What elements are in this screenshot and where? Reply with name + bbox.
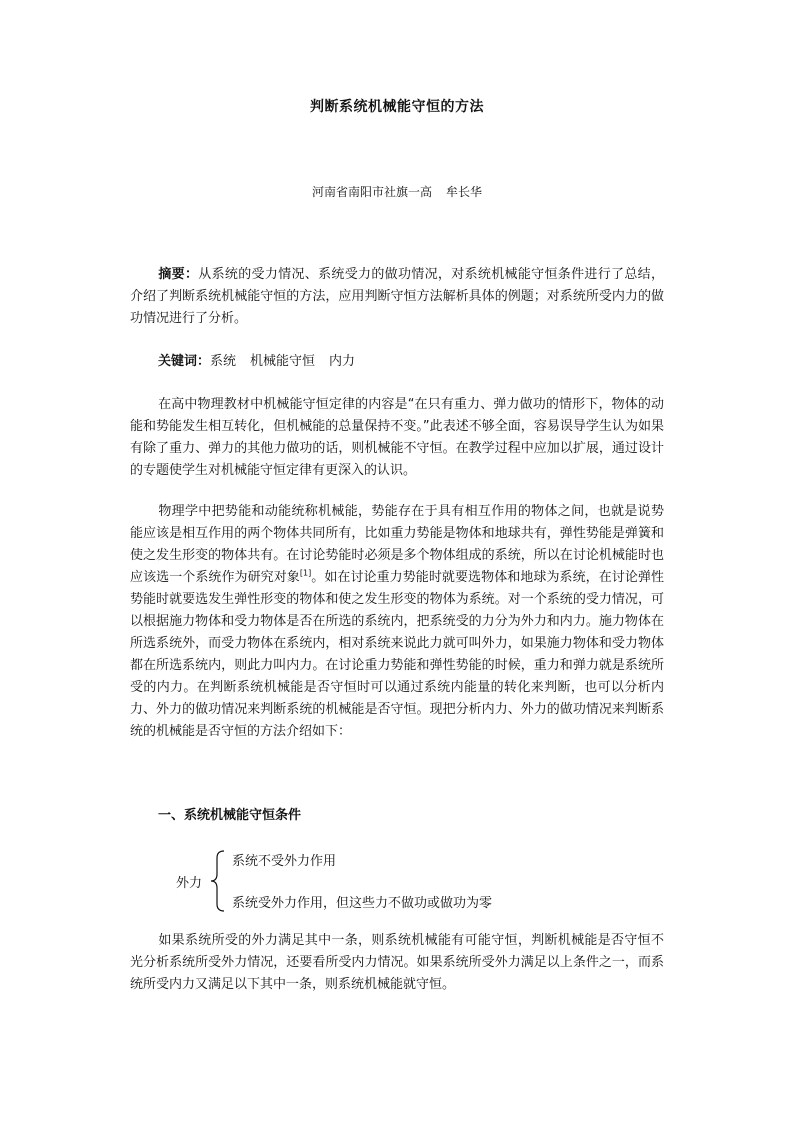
author-name: 牟长华 <box>446 185 483 199</box>
paragraph-conditions-text: 如果系统所受的外力满足其中一条，则系统机械能有可能守恒，判断机械能是否守恒不光分析系统所受外力情况，还要看所受内力情况。如果系统所受外力满足以上条件之一，而系统所受内力又满足以下其中一条，则系统机械能就守恒。 <box>130 933 664 992</box>
condition-item-1: 系统不受外力作用 <box>232 854 337 869</box>
keywords <box>130 351 664 373</box>
abstract-text: 从系统的受力情况、系统受力的做功情况，对系统机械能守恒条件进行了总结，介绍了判断系统机械能守恒的方法，应用判断守恒方法解析具体的例题；对系统所受内力的做功情况进行了分析。 <box>130 267 664 326</box>
paragraph-mechanical-energy <box>130 501 664 743</box>
abstract <box>130 264 664 330</box>
condition-brace-group <box>176 848 576 914</box>
brace-label: 外力 <box>176 876 203 891</box>
keywords-label: 关键词： <box>158 354 211 369</box>
paragraph-part-b: 。如在讨论重力势能时就要选物体和地球为系统，在讨论弹性势能时就要选发生弹性形变的物体和使之发生形变的物体为系统。对一个系统的受力情况，可以根据施力物体和受力物体是否在所选的系统内，把系统受的力分为外力和内力。施力物体在所选系统外，而受力物体在系统内，相对系统来说此力就可叫外力，如果施力物体和受力物体都在所选系统内，则此力叫内力。在讨论重力势能和弹性势能的时候，重力和弹力就是系统所受的内力。在判断系统机械能是否守恒时可以通过系统内能量的转化来判断，也可以分析内力、外力的做功情况来判断系统的机械能是否守恒。现把分析内力、外力的做功情况来判断系统的机械能是否守恒的方法介绍如下： <box>130 570 664 739</box>
section-heading: 一、系统机械能守恒条件 <box>158 808 302 823</box>
keyword-1: 系统 <box>210 354 237 369</box>
paragraph-intro <box>130 394 664 482</box>
paragraph-conditions <box>130 930 664 996</box>
keyword-3: 内力 <box>329 354 356 369</box>
condition-item-2: 系统受外力作用，但这些力不做功或做功为零 <box>232 896 493 911</box>
paragraph-intro-text: 在高中物理教材中机械能守恒定律的内容是“在只有重力、弹力做功的情形下，物体的动能和势能发生相互转化，但机械能的总量保持不变。”此表述不够全面，容易误导学生认为如果有除了重力、弹力的其他力做功的话，则机械能不守恒。在教学过程中应加以扩展，通过设计的专题使学生对机械能守恒定律有更深入的认识。 <box>130 397 664 478</box>
author-affiliation: 河南省南阳市社旗一高 <box>311 185 432 199</box>
keyword-2: 机械能守恒 <box>250 354 316 369</box>
author-line <box>0 183 794 200</box>
paragraph-part-a: 物理学中把势能和动能统称机械能，势能存在于具有相互作用的物体之间，也就是说势能应该是相互作用的两个物体共同所有，比如重力势能是物体和地球共有，弹性势能是弹簧和使之发生形变的物体共有。在讨论势能时必须是多个物体组成的系统，所以在讨论机械能时也应该选一个系统作为研究对象 <box>130 504 664 585</box>
left-brace-icon <box>210 850 226 912</box>
document-title: 判断系统机械能守恒的方法 <box>310 99 484 115</box>
abstract-label: 摘要： <box>158 267 199 282</box>
citation-reference: [1] <box>299 568 312 578</box>
